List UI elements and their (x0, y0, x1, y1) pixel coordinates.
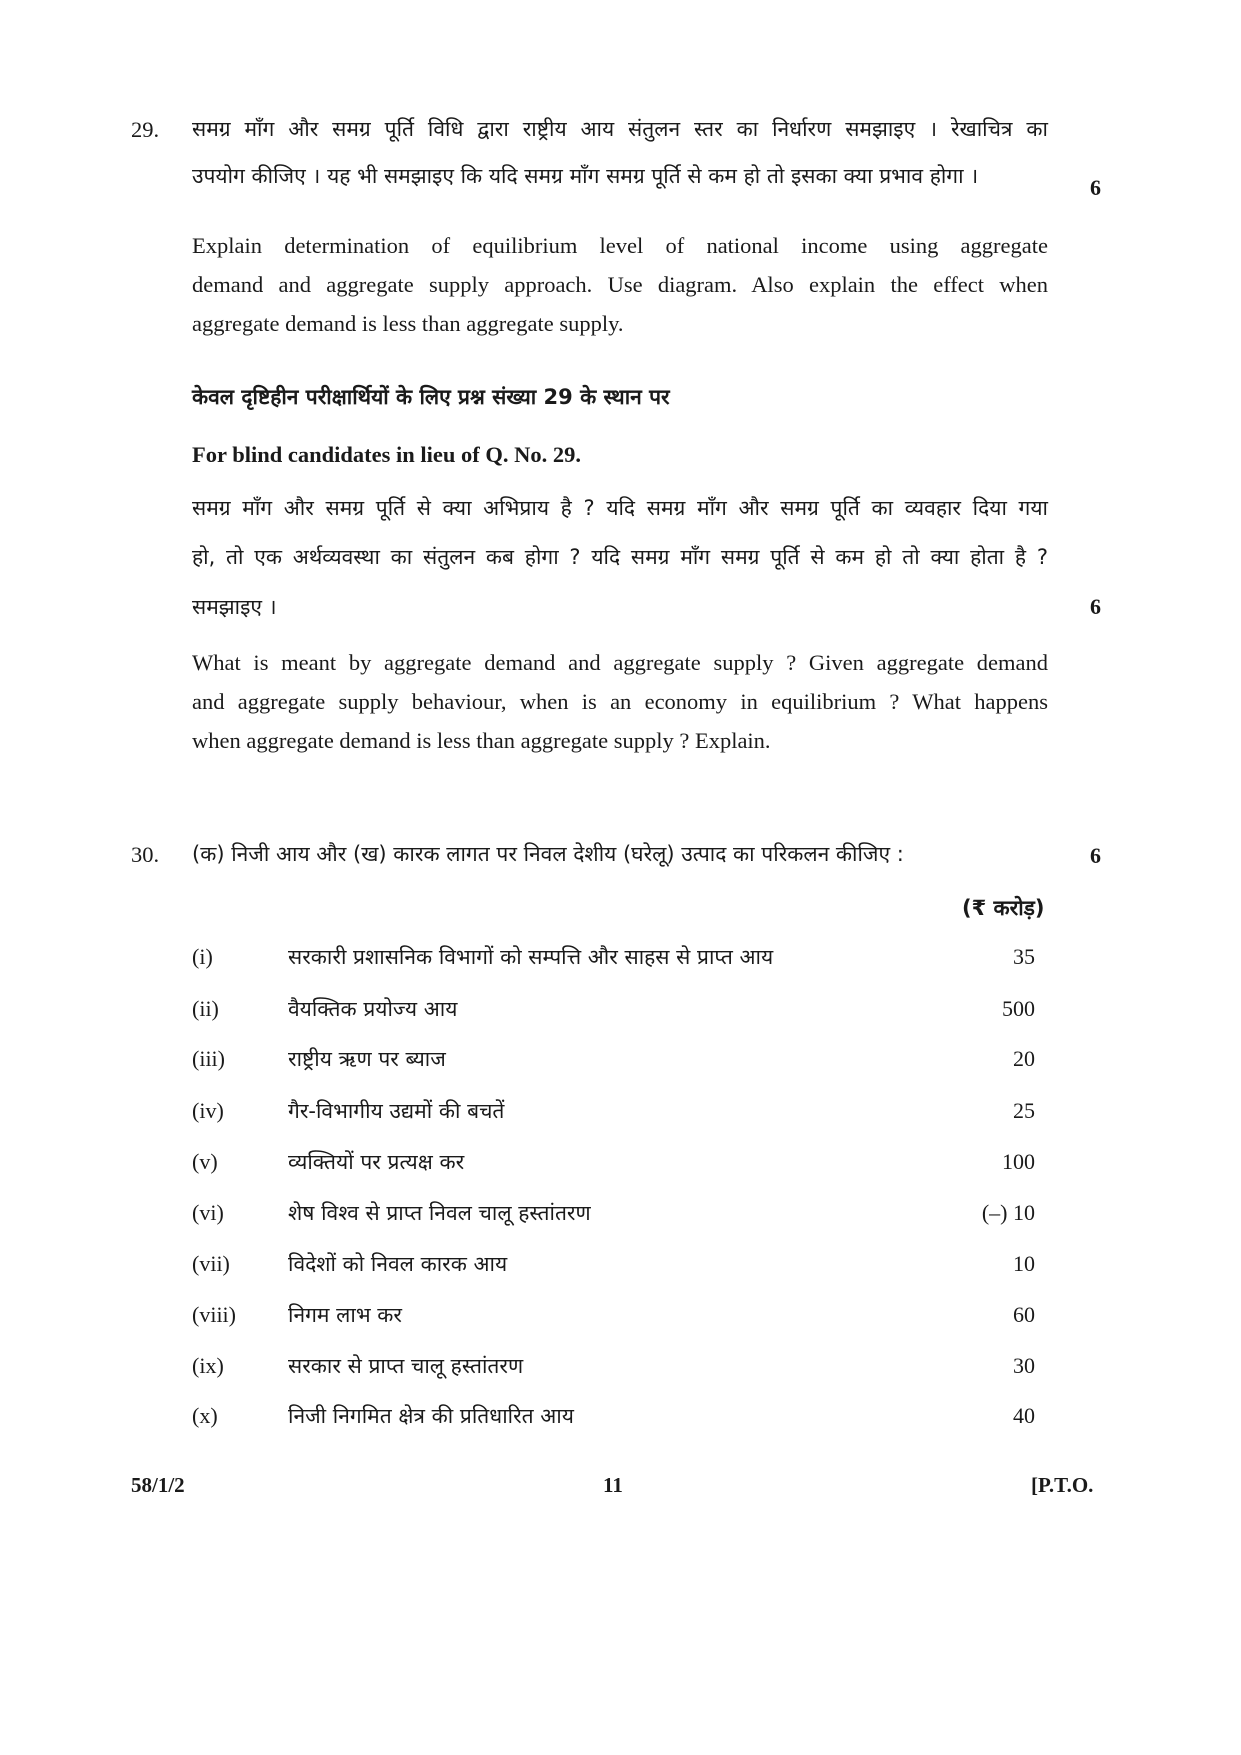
blind-english-line-3: when aggregate demand is less than aggregate supply ? Explain. (192, 728, 771, 753)
blind-heading-hindi: केवल दृष्टिहीन परीक्षार्थियों के लिए प्रश्न संख्या 29 के स्थान पर (192, 385, 670, 409)
row-value: 25 (1013, 1098, 1035, 1123)
row-label: सरकारी प्रशासनिक विभागों को सम्पत्ति और साहस से प्राप्त आय (288, 945, 774, 969)
row-value: 20 (1013, 1046, 1035, 1071)
row-number: (vi) (192, 1200, 224, 1225)
row-label: निगम लाभ कर (288, 1303, 402, 1327)
row-value: (–) 10 (981, 1200, 1035, 1225)
q30-unit: (₹ करोड़) (962, 896, 1045, 920)
row-value: 35 (1013, 944, 1035, 969)
row-label: व्यक्तियों पर प्रत्यक्ष कर (288, 1150, 465, 1174)
blind-english-line-1: What is meant by aggregate demand and aggregate supply ? Given aggregate demand (192, 650, 1048, 675)
row-number: (v) (192, 1149, 218, 1174)
q30-text: (क) निजी आय और (ख) कारक लागत पर निवल देशीय (घरेलू) उत्पाद का परिकलन कीजिए : (192, 842, 904, 866)
row-number: (iv) (192, 1098, 224, 1123)
question-number-30: 30. (131, 842, 160, 867)
q30-marks: 6 (1090, 843, 1101, 868)
row-value: 10 (1013, 1251, 1035, 1276)
q29-hindi-line-2: उपयोग कीजिए । यह भी समझाइए कि यदि समग्र माँग समग्र पूर्ति से कम हो तो इसका क्या प्रभाव होगा । (192, 164, 979, 188)
q29-english-line-3: aggregate demand is less than aggregate supply. (192, 311, 624, 336)
blind-hindi-line-3: समझाइए । (192, 595, 277, 619)
row-value: 30 (1013, 1353, 1035, 1378)
q29-english-line-1: Explain determination of equilibrium level of national income using aggregate (192, 233, 1048, 258)
q29-hindi-line-1: समग्र माँग और समग्र पूर्ति विधि द्वारा राष्ट्रीय आय संतुलन स्तर का निर्धारण समझाइए । रेखाचित्र का (192, 117, 1048, 141)
row-label: निजी निगमित क्षेत्र की प्रतिधारित आय (288, 1404, 574, 1428)
row-label: सरकार से प्राप्त चालू हस्तांतरण (288, 1354, 524, 1378)
question-number-29: 29. (131, 117, 160, 142)
q29-marks: 6 (1090, 175, 1101, 200)
row-number: (ix) (192, 1353, 224, 1378)
please-turn-over: [P.T.O. (1031, 1473, 1094, 1497)
page-number: 11 (603, 1473, 623, 1497)
row-value: 60 (1013, 1302, 1035, 1327)
row-label: गैर-विभागीय उद्यमों की बचतें (288, 1099, 505, 1123)
row-label: राष्ट्रीय ऋण पर ब्याज (288, 1047, 446, 1071)
blind-marks: 6 (1090, 594, 1101, 619)
blind-english-line-2: and aggregate supply behaviour, when is an economy in equilibrium ? What happens (192, 689, 1048, 714)
row-value: 100 (1002, 1149, 1035, 1174)
row-value: 500 (1002, 996, 1035, 1021)
row-number: (viii) (192, 1302, 236, 1327)
row-label: वैयक्तिक प्रयोज्य आय (288, 997, 458, 1021)
row-number: (iii) (192, 1046, 225, 1071)
row-number: (i) (192, 944, 213, 969)
row-value: 40 (1013, 1403, 1035, 1428)
q29-english-line-2: demand and aggregate supply approach. Use diagram. Also explain the effect when (192, 272, 1048, 297)
row-label: विदेशों को निवल कारक आय (288, 1252, 508, 1276)
blind-heading-english: For blind candidates in lieu of Q. No. 29. (192, 442, 582, 467)
row-label: शेष विश्व से प्राप्त निवल चालू हस्तांतरण (288, 1201, 591, 1225)
blind-hindi-line-1: समग्र माँग और समग्र पूर्ति से क्या अभिप्राय है ? यदि समग्र माँग और समग्र पूर्ति का व्यवहार दिया गया (192, 496, 1048, 520)
row-number: (ii) (192, 996, 219, 1021)
row-number: (vii) (192, 1251, 230, 1276)
row-number: (x) (192, 1403, 218, 1428)
blind-hindi-line-2: हो, तो एक अर्थव्यवस्था का संतुलन कब होगा ? यदि समग्र माँग समग्र पूर्ति से कम हो तो क्या होता है ? (192, 545, 1048, 569)
paper-code: 58/1/2 (131, 1473, 185, 1497)
